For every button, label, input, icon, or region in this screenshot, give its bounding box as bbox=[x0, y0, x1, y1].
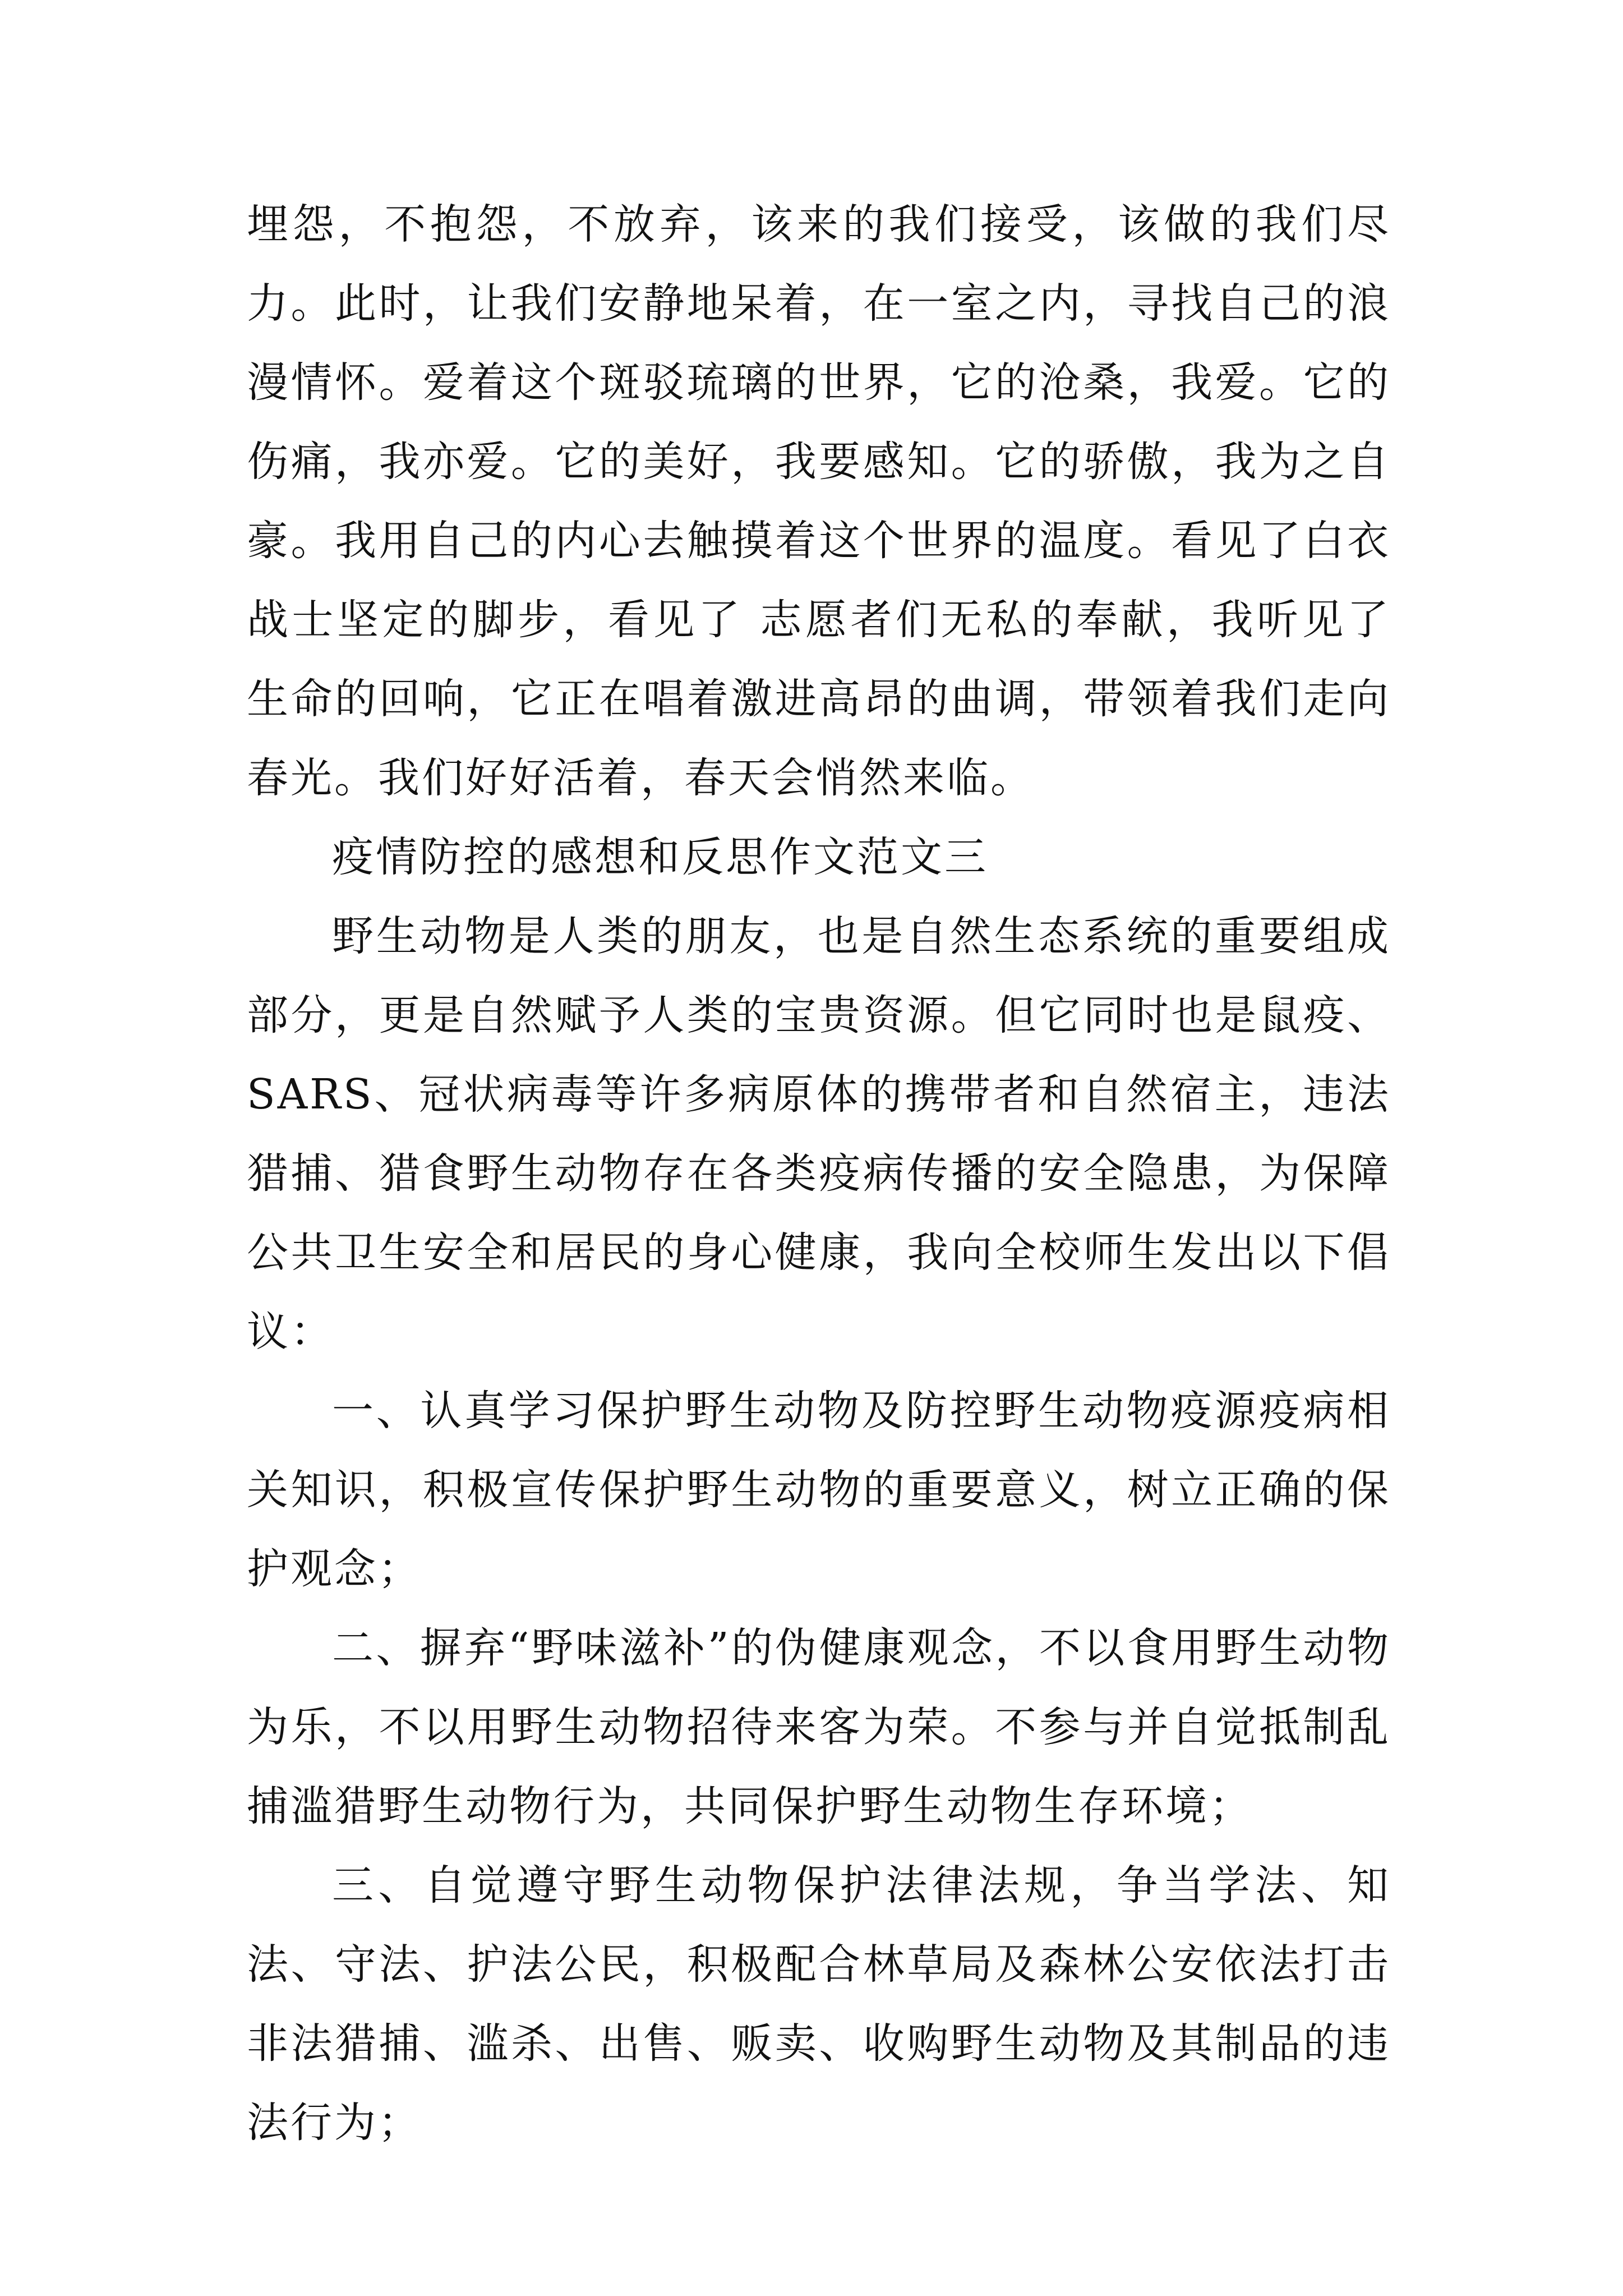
paragraph-intro: 野生动物是人类的朋友，也是自然生态系统的重要组成部分，更是自然赋予人类的宝贵资源。但它同时也是鼠疫、SARS、冠状病毒等许多病原体的携带者和自然宿主，违法猎捕、猎食野生动物存在各类疫病传播的安全隐患，为保障公共卫生安全和居民的身心健康，我向全校师生发出以下倡议： bbox=[247, 912, 1391, 1356]
section-heading: 疫情防控的感想和反思作文范文三 bbox=[332, 833, 988, 881]
document-body bbox=[247, 185, 1391, 2162]
paragraph-continued: 埋怨，不抱怨，不放弃，该来的我们接受，该做的我们尽力。此时，让我们安静地呆着，在一室之内，寻找自己的浪漫情怀。爱着这个斑驳琉璃的世界，它的沧桑，我爱。它的伤痛，我亦爱。它的美好，我要感知。它的骄傲，我为之自豪。我用自己的内心去触摸着这个世界的温度。看见了白衣战士坚定的脚步，看见了 志愿者们无私的奉献，我听见了生命的回响，它正在唱着激进高昂的曲调，带领着我们走向春光。我们好好活着，春天会悄然来临。 bbox=[247, 200, 1391, 802]
paragraph-item-3: 三、自觉遵守野生动物保护法律法规，争当学法、知法、守法、护法公民，积极配合林草局及森林公安依法打击非法猎捕、滥杀、出售、贩卖、收购野生动物及其制品的违法行为； bbox=[247, 1861, 1391, 2147]
paragraph-item-2: 二、摒弃“野味滋补”的伪健康观念，不以食用野生动物为乐，不以用野生动物招待来客为荣。不参与并自觉抵制乱捕滥猎野生动物行为，共同保护野生动物生存环境； bbox=[247, 1624, 1391, 1830]
paragraph-item-1: 一、认真学习保护野生动物及防控野生动物疫源疫病相关知识，积极宣传保护野生动物的重要意义，树立正确的保护观念； bbox=[247, 1387, 1391, 1593]
